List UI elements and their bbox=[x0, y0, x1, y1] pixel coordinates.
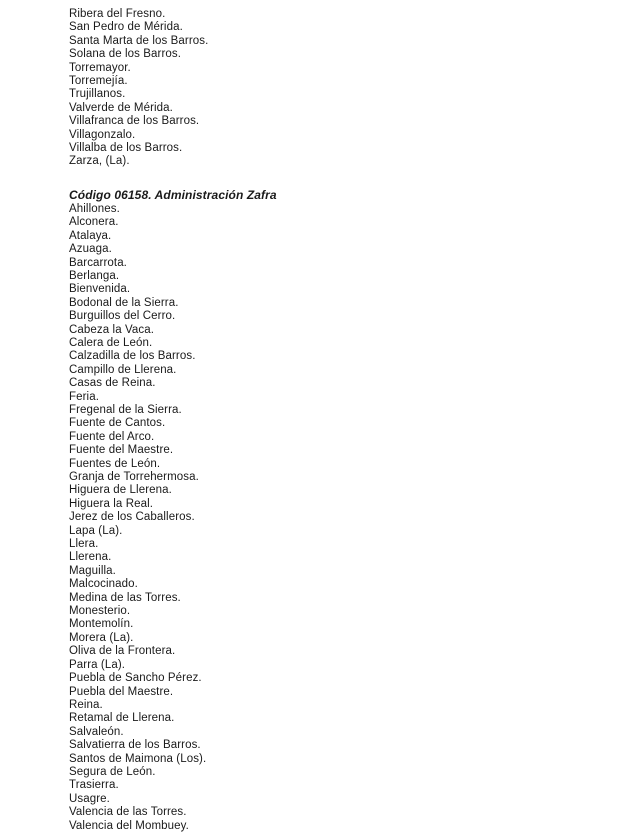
municipality-item: Reina. bbox=[69, 698, 103, 711]
municipality-item: Villagonzalo. bbox=[69, 128, 136, 141]
municipality-item: Valencia del Mombuey. bbox=[69, 819, 189, 832]
municipality-item: Villalba de los Barros. bbox=[69, 142, 183, 155]
municipality-item: Azuaga. bbox=[69, 243, 112, 256]
municipalities-list-continuation bbox=[69, 8, 602, 169]
municipality-item: Oliva de la Frontera. bbox=[69, 645, 176, 658]
municipalities-list-zafra bbox=[69, 203, 602, 833]
municipality-item: Puebla de Sancho Pérez. bbox=[69, 672, 202, 685]
municipality-item: Torremayor. bbox=[69, 61, 131, 74]
municipality-item: Trujillanos. bbox=[69, 88, 126, 101]
municipality-item: Puebla del Maestre. bbox=[69, 685, 174, 698]
municipality-item: Monesterio. bbox=[69, 605, 131, 618]
municipality-item: Calera de León. bbox=[69, 336, 153, 349]
municipality-item: Feria. bbox=[69, 390, 99, 403]
municipality-item: Maguilla. bbox=[69, 564, 116, 577]
municipality-item: Barcarrota. bbox=[69, 256, 127, 269]
municipality-item: Campillo de Llerena. bbox=[69, 363, 177, 376]
municipality-item: Salvaleón. bbox=[69, 725, 124, 738]
municipality-item: Llerena. bbox=[69, 551, 112, 564]
municipality-item: Bienvenida. bbox=[69, 283, 131, 296]
municipality-item: Solana de los Barros. bbox=[69, 48, 182, 61]
municipality-item: Jerez de los Caballeros. bbox=[69, 511, 195, 524]
section-heading: Código 06158. Administración Zafra bbox=[69, 187, 277, 202]
municipality-item: Atalaya. bbox=[69, 229, 112, 242]
municipality-item: Malcocinado. bbox=[69, 578, 138, 591]
municipality-item: Burguillos del Cerro. bbox=[69, 310, 176, 323]
municipality-item: Fregenal de la Sierra. bbox=[69, 403, 182, 416]
municipality-item: Granja de Torrehermosa. bbox=[69, 471, 199, 483]
municipality-item: Montemolín. bbox=[69, 618, 134, 631]
municipality-item: Alconera. bbox=[69, 216, 119, 229]
municipality-item: Calzadilla de los Barros. bbox=[69, 350, 196, 363]
municipality-item: Segura de León. bbox=[69, 765, 156, 778]
municipality-item: Salvatierra de los Barros. bbox=[69, 739, 201, 752]
municipality-item: San Pedro de Mérida. bbox=[69, 21, 183, 34]
municipality-item: Llera. bbox=[69, 538, 99, 551]
municipality-item: Higuera la Real. bbox=[69, 497, 154, 510]
municipality-item: Medina de las Torres. bbox=[69, 591, 181, 604]
municipality-item: Ribera del Fresno. bbox=[69, 8, 166, 20]
municipality-item: Berlanga. bbox=[69, 269, 120, 282]
municipality-item: Valencia de las Torres. bbox=[69, 806, 187, 819]
municipality-item: Fuente de Cantos. bbox=[69, 417, 166, 430]
municipality-item: Morera (La). bbox=[69, 631, 134, 644]
municipality-item: Usagre. bbox=[69, 792, 110, 805]
municipality-item: Santa Marta de los Barros. bbox=[69, 34, 209, 47]
municipality-item: Zarza, (La). bbox=[69, 155, 130, 168]
municipality-item: Bodonal de la Sierra. bbox=[69, 296, 179, 309]
municipality-item: Fuente del Maestre. bbox=[69, 444, 174, 457]
municipality-item: Lapa (La). bbox=[69, 524, 123, 537]
municipality-item: Villafranca de los Barros. bbox=[69, 115, 200, 128]
municipality-item: Parra (La). bbox=[69, 658, 126, 671]
municipality-item: Santos de Maimona (Los). bbox=[69, 752, 207, 765]
municipality-item: Higuera de Llerena. bbox=[69, 484, 172, 497]
municipality-item: Casas de Reina. bbox=[69, 377, 156, 390]
municipality-item: Fuente del Arco. bbox=[69, 430, 155, 443]
municipality-item: Cabeza la Vaca. bbox=[69, 323, 155, 336]
municipality-item: Trasierra. bbox=[69, 779, 119, 792]
municipality-item: Valverde de Mérida. bbox=[69, 101, 173, 114]
municipality-item: Retamal de Llerena. bbox=[69, 712, 175, 725]
municipality-item: Fuentes de León. bbox=[69, 457, 161, 470]
municipality-item: Torremejía. bbox=[69, 75, 128, 88]
municipality-item: Ahillones. bbox=[69, 202, 120, 215]
